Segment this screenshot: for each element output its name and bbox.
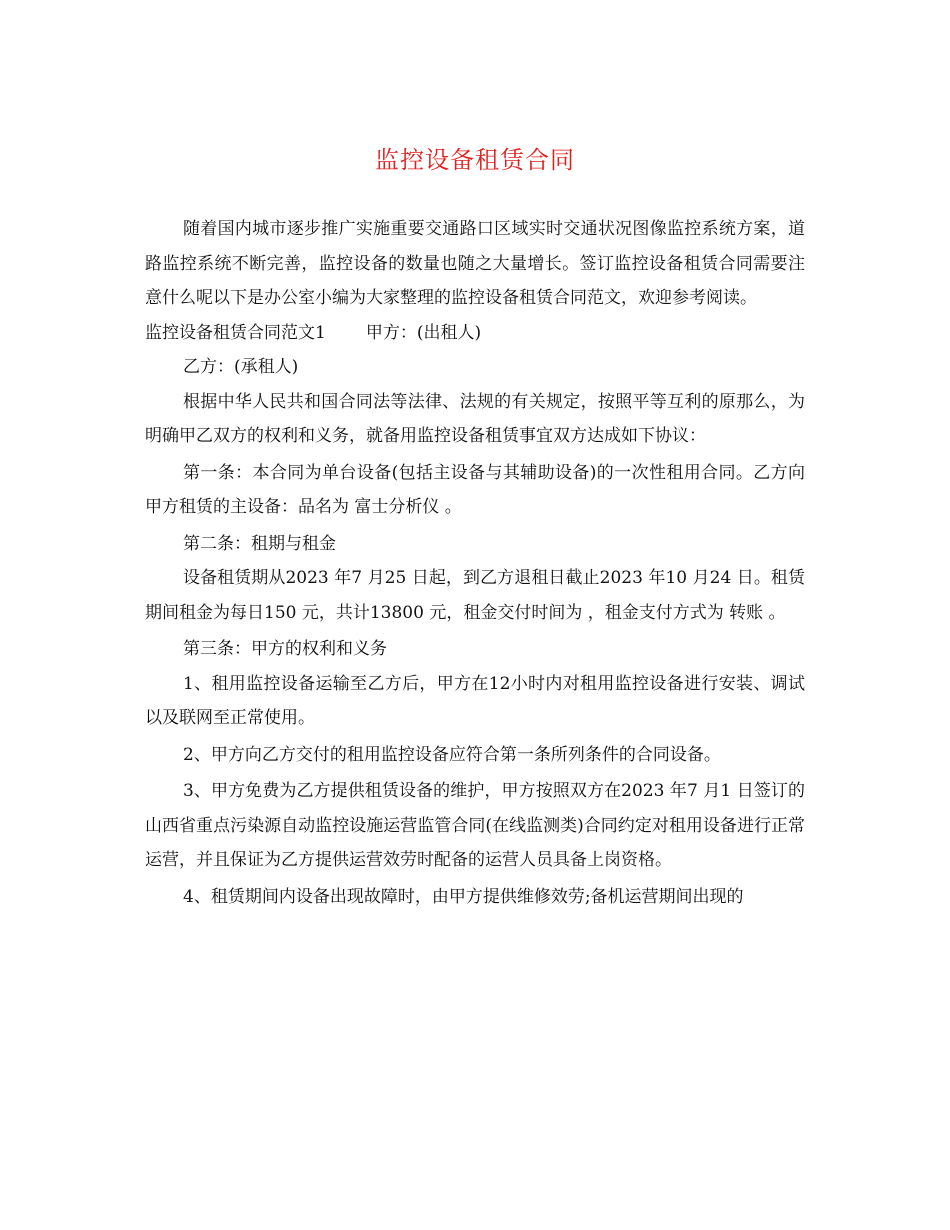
- paragraph-article-3-heading: 第三条：甲方的权利和义务: [183, 639, 387, 659]
- paragraph-sample-heading: [145, 316, 805, 351]
- paragraph-article-2-heading: 第二条：租期与租金: [183, 533, 336, 554]
- sample-title: 监控设备租赁合同范文1: [145, 322, 326, 343]
- paragraph-item-1: 1、租用监控设备运输至乙方后，甲方在12小时内对租用监控设备进行安装、调试以及联网至正常使用。: [145, 673, 805, 728]
- paragraph-item-2: 2、甲方向乙方交付的租用监控设备应符合第一条所列条件的合同设备。: [183, 744, 721, 765]
- document-body: [145, 212, 805, 914]
- party-a-label: 甲方：(出租人): [365, 322, 482, 343]
- paragraph-party-b: 乙方：(承租人): [183, 357, 299, 377]
- paragraph-basis: 根据中华人民共和国合同法等法律、法规的有关规定，按照平等互利的原那么，为明确甲乙双方的权利和义务，就备用监控设备租赁事宜双方达成如下协议：: [145, 391, 805, 446]
- paragraph-intro: 随着国内城市逐步推广实施重要交通路口区域实时交通状况图像监控系统方案，道路监控系统不断完善，监控设备的数量也随之大量增长。签订监控设备租赁合同需要注意什么呢以下是办公室小编为大家整理的监控设备租赁合同范文，欢迎参考阅读。: [145, 219, 805, 308]
- paragraph-item-4: 4、租赁期间内设备出现故障时，由甲方提供维修效劳;备机运营期间出现的: [183, 886, 744, 907]
- paragraph-article-2-body: 设备租赁期从2023 年7 月25 日起，到乙方退租日截止2023 年10 月24 日。租赁期间租金为每日150 元，共计13800 元，租金交付时间为 ，租金支付方式为 转账 。: [145, 568, 805, 623]
- paragraph-article-1: 第一条：本合同为单台设备(包括主设备与其辅助设备)的一次性租用合同。乙方向甲方租赁的主设备：品名为 富士分析仪 。: [145, 462, 805, 517]
- document-title: 监控设备租赁合同: [375, 146, 575, 174]
- paragraph-item-3: 3、甲方免费为乙方提供租赁设备的维护，甲方按照双方在2023 年7 月1 日签订的山西省重点污染源自动监控设施运营监管合同(在线监测类)合同约定对租用设备进行正常运营，并且保证为乙方提供运营效劳时配备的运营人员具备上岗资格。: [145, 781, 805, 870]
